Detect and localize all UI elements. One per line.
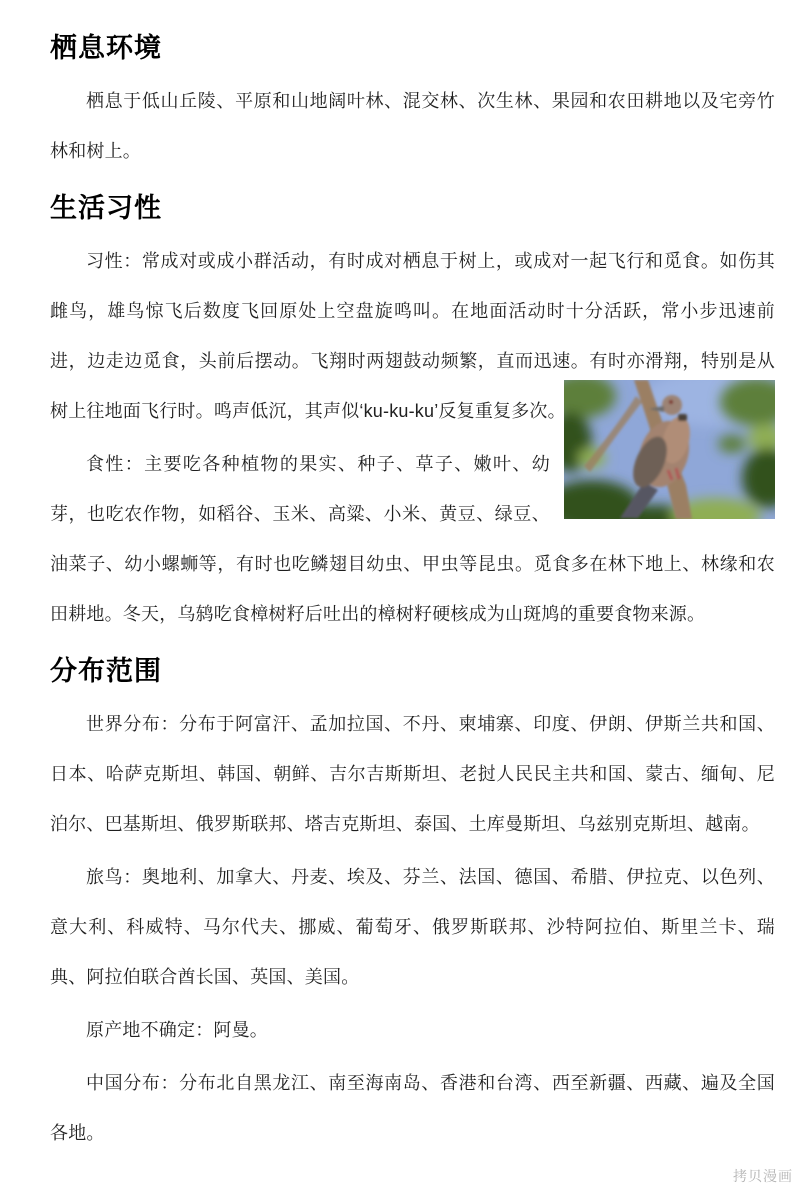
bird-eye xyxy=(669,400,673,404)
heading-habits: 生活习性 xyxy=(50,193,162,223)
bird-neck-patch xyxy=(678,414,687,421)
paragraph-origin-uncertain: 原产地不确定：阿曼。 xyxy=(86,1020,268,1040)
section-habitat xyxy=(50,30,775,176)
paragraph-diet-text: 食性：主要吃各种植物的果实、种子、草子、嫩叶、幼芽，也吃农作物，如稻谷、玉米、高粱、小米、黄豆、绿豆、油菜子、幼小螺蛳等，有时也吃鳞翅目幼虫、甲虫等昆虫。觅食多在林下地上、林缘和农田耕地。冬天，乌鸫吃食樟树籽后吐出的樟树籽硬核成为山斑鸠的重要食物来源。 xyxy=(50,454,775,624)
bird-head xyxy=(662,395,682,415)
heading-habitat: 栖息环境 xyxy=(50,33,162,63)
heading-distribution: 分布范围 xyxy=(50,656,162,686)
paragraph-passage-birds: 旅鸟：奥地利、加拿大、丹麦、埃及、芬兰、法国、德国、希腊、伊拉克、以色列、意大利、科威特、马尔代夫、挪威、葡萄牙、俄罗斯联邦、沙特阿拉伯、斯里兰卡、瑞典、阿拉伯联合酋长国、英国、美国。 xyxy=(50,867,775,987)
paragraph-diet xyxy=(50,439,775,639)
section-habits xyxy=(50,190,775,639)
paragraph-world-distribution: 世界分布：分布于阿富汗、孟加拉国、不丹、柬埔寨、印度、伊朗、伊斯兰共和国、日本、哈萨克斯坦、韩国、朝鲜、吉尔吉斯斯坦、老挝人民民主共和国、蒙古、缅甸、尼泊尔、巴基斯坦、俄罗斯联邦、塔吉克斯坦、泰国、土库曼斯坦、乌兹别克斯坦、越南。 xyxy=(50,714,775,834)
watermark: 拷贝漫画 xyxy=(733,1168,793,1184)
paragraph-china-distribution: 中国分布：分布北自黑龙江、南至海南岛、香港和台湾、西至新疆、西藏、遍及全国各地。 xyxy=(50,1073,775,1143)
paragraph-habits: 习性：常成对或成小群活动，有时成对栖息于树上，或成对一起飞行和觅食。如伤其雌鸟，雄鸟惊飞后数度飞回原处上空盘旋鸣叫。在地面活动时十分活跃，常小步迅速前进，边走边觅食，头前后摆动。飞翔时两翅鼓动频繁，直而迅速。有时亦滑翔，特别是从树上往地面飞行时。鸣声低沉，其声似‘ku-ku-ku’反复重复多次。 xyxy=(50,251,775,421)
section-distribution xyxy=(50,653,775,1158)
paragraph-habitat: 栖息于低山丘陵、平原和山地阔叶林、混交林、次生林、果园和农田耕地以及宅旁竹林和树上。 xyxy=(50,91,775,161)
bird-photo xyxy=(564,380,775,519)
bird-photo-image xyxy=(564,380,775,519)
